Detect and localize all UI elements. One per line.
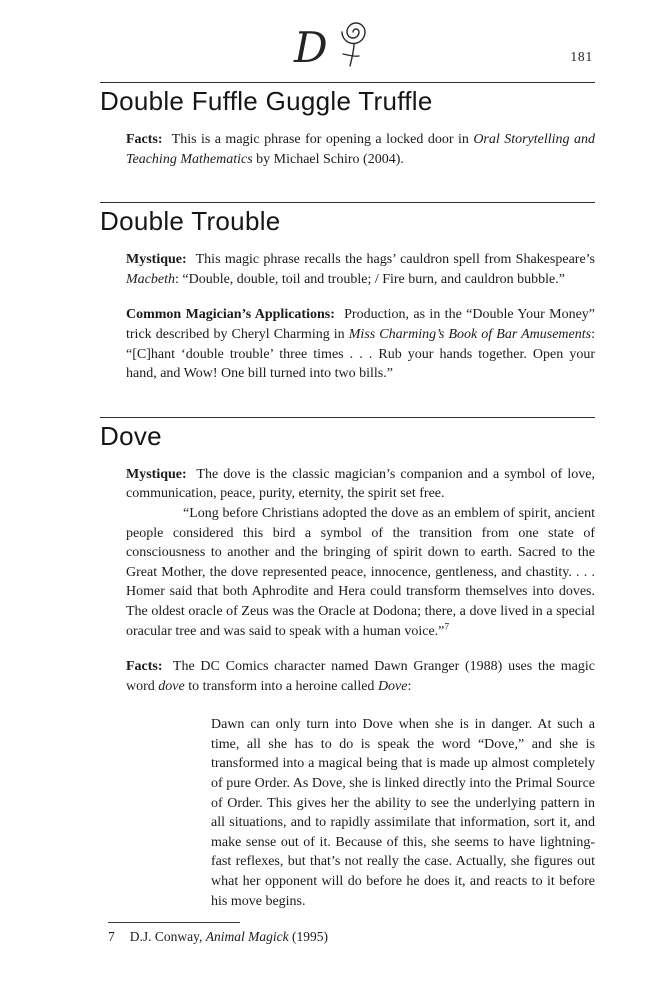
text-segment: Miss Charming’s Book of Bar Amusements xyxy=(348,326,592,342)
paragraph xyxy=(126,130,595,169)
footnote xyxy=(108,928,595,946)
text-segment: Dove xyxy=(377,678,408,694)
text-segment: dove xyxy=(158,678,185,694)
entry-separator-rule xyxy=(100,82,595,83)
text-segment: D.J. Conway, xyxy=(129,929,206,945)
text-segment: Mystique: xyxy=(126,466,187,482)
entry-body xyxy=(100,250,595,384)
paragraph xyxy=(126,504,595,641)
text-segment: Production, as in the “Double Your Money” trick described by Cheryl Charming in xyxy=(126,307,595,342)
text-segment: “Long before Christians adopted the dove as an emblem of spirit, ancient people considered this bird a symbol of the transition from one state of consciousness to another and the bringing of spirit down to earth. Sacred to the Great Mother, the dove represented peace, innocence, gentleness, and chastity. . . . Homer said that both Aphrodite and Hera could transform themselves into doves. The oldest oracle of Zeus was the Oracle at Dodona; there, a dove lived in a special oracular tree and was said to speak with a human voice.” xyxy=(126,505,595,639)
text-segment: Animal Magick xyxy=(205,929,289,945)
text-segment: : xyxy=(407,678,412,694)
entry-title: Double Trouble xyxy=(100,206,281,237)
text-segment: This is a magic phrase for opening a locked door in xyxy=(167,132,474,147)
text-segment: Facts: xyxy=(126,659,163,675)
entry-double-trouble xyxy=(100,202,595,384)
text-segment: Dawn can only turn into Dove when she is in danger. At such a time, all she has to do is speak the word “Dove,” and she is transformed into a magical being that is made up almost completely of pure Order. As Dove, she is linked directly into the Primal Source of Order. This gives her the ability to see the underlying pattern in all situations, and to rapidly assimilate that information, sort it, and make sense out of it. Because of this, she seems to have lightning-fast reflexes, but that’s not really the case. Actually, she figures out what her opponent will do before he does it, and reacts to it before his move begins. xyxy=(211,717,595,909)
block-quote xyxy=(211,715,595,911)
text-segment: (1995) xyxy=(288,929,328,945)
text-segment: 7 xyxy=(444,621,450,632)
text-segment: : “Double, double, toil and trouble; / Fire burn, and cauldron bubble.” xyxy=(174,271,565,287)
text-segment: : “[C]hant ‘double trouble’ three times . . . Rub your hands together. Open your hand, and Wow! One bill turned into two bills.” xyxy=(126,326,595,382)
paragraph xyxy=(126,465,595,504)
text-segment: This magic phrase recalls the hags’ cauldron spell from Shakespeare’s xyxy=(191,252,595,268)
ornament-letter-d: D xyxy=(294,23,328,70)
text-segment: by Michael Schiro (2004). xyxy=(252,151,404,167)
entry-body xyxy=(100,130,595,169)
footnote-marker: 7 xyxy=(108,929,115,945)
chapter-ornament-d-icon xyxy=(284,12,388,70)
ornament-spiral-rose xyxy=(342,23,365,66)
text-segment: Facts: xyxy=(126,132,163,147)
footnote-area xyxy=(100,922,595,946)
entry-title: Dove xyxy=(100,420,162,451)
text-segment: The dove is the classic magician’s companion and a symbol of love, communication, peace, purity, eternity, the spirit set free. xyxy=(126,466,595,502)
text-segment: Oral Storytelling and Teaching Mathematics xyxy=(126,132,595,167)
footnote-body xyxy=(130,929,328,944)
text-segment: to transform into a heroine called xyxy=(184,678,378,694)
entry-double-fuffle-guggle-truffle xyxy=(100,82,595,169)
text-segment: Macbeth xyxy=(126,271,175,287)
text-segment: Mystique: xyxy=(126,252,187,268)
entry-separator-rule xyxy=(100,202,595,203)
paragraph xyxy=(126,250,595,289)
page-number: 181 xyxy=(570,49,593,64)
footnote-separator xyxy=(108,922,240,923)
entry-dove xyxy=(100,417,595,911)
paragraph xyxy=(126,657,595,696)
paragraph xyxy=(126,305,595,383)
text-segment: Common Magician’s Applications: xyxy=(126,307,335,323)
entry-separator-rule xyxy=(100,417,595,418)
entry-body xyxy=(100,465,595,911)
entries-container xyxy=(100,82,595,911)
text-segment: The DC Comics character named Dawn Granger (1988) uses the magic word xyxy=(126,659,595,694)
entry-title: Double Fuffle Guggle Truffle xyxy=(100,86,433,116)
